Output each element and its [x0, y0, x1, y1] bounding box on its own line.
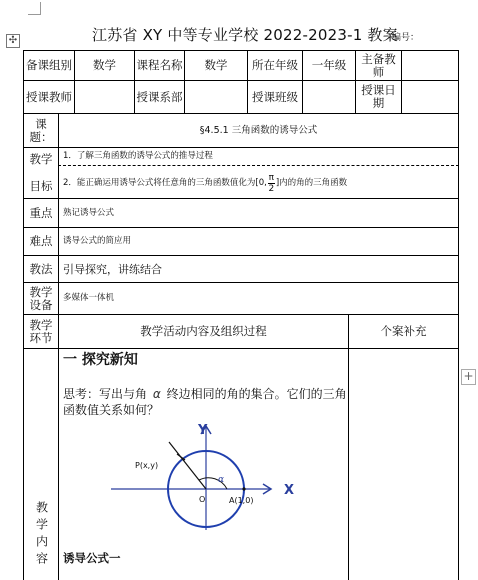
label-prep-group: 备课组别 [26, 58, 72, 72]
label-class: 授课班级 [252, 89, 298, 104]
value-lead-teacher[interactable] [402, 51, 458, 80]
y-axis-label: Y [198, 423, 208, 438]
goal-2-suffix: ]内的角的三角函数 [275, 177, 348, 188]
origin-label: O [199, 495, 206, 504]
value-grade: 一年级 [311, 58, 347, 72]
label-method: 教法 [29, 261, 53, 276]
add-row-button[interactable]: + [461, 369, 476, 385]
label-topic: 课题： [29, 116, 53, 144]
value-teacher[interactable] [75, 81, 134, 113]
label-teacher: 授课教师 [26, 89, 72, 104]
label-department: 授课系部 [136, 89, 183, 104]
unit-circle-diagram [103, 414, 303, 532]
goal-2-prefix: 2．能正确运用诱导公式将任意角的三角函数值化为[0, [63, 177, 267, 188]
formula-title: 诱导公式一 [63, 551, 121, 565]
terminal-side [169, 442, 206, 489]
x-axis [111, 484, 271, 494]
notes-header: 个案补充 [380, 324, 427, 338]
alpha-symbol: α [152, 387, 161, 401]
point-a-dot [242, 487, 245, 490]
fraction-denominator: 2 [268, 183, 275, 194]
point-p-label: P(x,y) [135, 461, 159, 470]
value-course-name: 数学 [204, 58, 228, 72]
label-key-point: 重点 [29, 205, 53, 220]
label-content [24, 490, 58, 580]
document-title: 江苏省 XY 中等专业学校 2022-2023-1 教案 [92, 26, 398, 44]
value-department[interactable] [185, 81, 247, 113]
lesson-plan-table [23, 50, 459, 580]
label-stage: 教学环节 [29, 317, 53, 345]
label-grade: 所在年级 [252, 58, 298, 72]
equipment: 多媒体一体机 [63, 293, 115, 303]
pi-over-2-fraction [268, 173, 275, 194]
label-goals-line1: 教学 [29, 151, 53, 166]
activity-header: 教学活动内容及组织过程 [140, 324, 267, 338]
label-course-name: 课程名称 [136, 58, 183, 72]
content-label-text: 教学内容 [34, 501, 49, 569]
fraction-numerator: π [268, 172, 275, 183]
point-a-label: A(1,0) [229, 496, 254, 505]
label-difficulty: 难点 [29, 234, 53, 248]
value-class[interactable] [303, 81, 355, 113]
x-axis-label: X [284, 483, 295, 498]
section-title: 一 探究新知 [63, 352, 138, 368]
value-prep-group: 数学 [93, 58, 116, 72]
key-point: 熟记诱导公式 [63, 207, 115, 218]
think-suffix: 终边相同的角的集合。它们的三角函数值关系如何？ [63, 387, 347, 417]
teaching-method: 引导探究，讲练结合 [63, 262, 162, 276]
label-lead-teacher: 主备教师 [361, 51, 396, 79]
lesson-topic: §4.5.1 三角函数的诱导公式 [199, 125, 318, 136]
difficulty: 诱导公式的简应用 [63, 236, 132, 246]
goal-1: 1．了解三角函数的诱导公式的推导过程 [63, 150, 213, 161]
think-prefix: 思考：写出与角 [63, 387, 148, 401]
label-equipment: 教学设备 [29, 284, 53, 312]
label-date: 授课日期 [361, 83, 396, 110]
label-goals-line2: 目标 [29, 178, 53, 193]
angle-label: α [218, 475, 225, 485]
serial-number-label: 编号： [392, 33, 420, 43]
table-move-handle-icon[interactable]: ✣ [6, 34, 20, 48]
goal-2 [63, 168, 455, 198]
value-date[interactable] [402, 81, 458, 113]
page-corner-mark [28, 2, 41, 15]
